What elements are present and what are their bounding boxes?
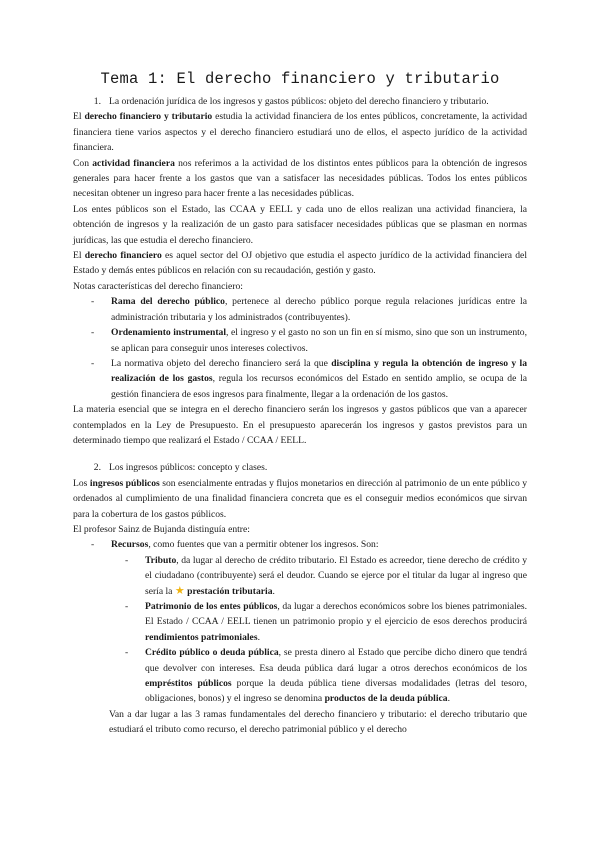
bold-term: derecho financiero y tributario (84, 111, 213, 123)
bold-term: actividad financiera (92, 157, 175, 169)
section-2-heading (73, 460, 527, 475)
section-2-heading-text: Los ingresos públicos: concepto y clases. (109, 462, 268, 474)
dash-marker: - (91, 327, 95, 339)
paragraph: La materia esencial que se integra en el derecho financiero serán los ingresos y gastos públicos que van a aparecer contemplados en la Ley de Presupuesto. En el presupuesto aparecerán los ingresos y gastos previstos para un determinado tiempo que realizará el Estado / CCAA / EELL. (73, 404, 527, 446)
paragraph: Con actividad financiera nos referimos a la actividad de los distintos entes públicos para la obtención de ingresos generales para hacer frente a los gastos que van a satisfacer las necesidades públicas. Todos los entes públicos necesitan obtener un ingreso para hacer frente a las necesidades públicas. (73, 157, 527, 200)
section-1-heading (73, 94, 527, 109)
bold-term: prestación tributaria (187, 585, 273, 597)
bold-term: disciplina y regula la obtención de ingreso y la realización de los gastos (111, 357, 528, 385)
paragraph: Van a dar lugar a las 3 ramas fundamentales del derecho financiero y tributario: el derecho tributario que estudiará el tributo como recurso, el derecho patrimonial público y el derecho (109, 708, 527, 736)
list-item: - Recursos, como fuentes que van a permitir obtener los ingresos. Son: (91, 537, 527, 552)
sub-list-item: - Patrimonio de los entes públicos, da lugar a derechos económicos sobre los bienes patrimoniales. El Estado / CCAA / EELL tienen un patrimonio propio y el ejercicio de esos derechos producirá rendimientos patrimoniales. (125, 599, 527, 645)
bold-term: Crédito público o deuda pública (145, 647, 279, 659)
bold-term: rendimientos patrimoniales (145, 631, 258, 643)
bold-term: Rama del derecho público (111, 296, 225, 308)
bold-term: derecho financiero (84, 250, 162, 262)
star-icon: ★ (174, 584, 185, 597)
bold-term: Patrimonio de los entes públicos (145, 601, 278, 612)
dash-marker: - (125, 647, 129, 659)
section-2-number: 2. (93, 462, 101, 474)
bold-term: empréstitos públicos (145, 678, 232, 690)
dash-marker: - (125, 601, 129, 612)
bold-term: productos de la deuda pública (324, 693, 448, 705)
dash-marker: - (91, 539, 95, 551)
paragraph: Notas características del derecho financiero: (73, 280, 243, 292)
bold-term: Tributo (145, 554, 177, 566)
paragraph: El derecho financiero y tributario estudia la actividad financiera de los entes públicos, concretamente, la actividad financiera tiene varios aspectos y el derecho financiero estudiará uno de ellos, el aspecto jurídico de la actividad financiera. (73, 111, 527, 154)
bold-term: Recursos (111, 539, 149, 551)
section-1-number: 1. (93, 96, 101, 107)
document-title: Tema 1: El derecho financiero y tributario (100, 70, 500, 88)
dash-marker: - (91, 357, 95, 369)
paragraph: El derecho financiero es aquel sector del OJ objetivo que estudia el aspecto jurídico de la actividad financiera del Estado y demás entes públicos en relación con su recaudación, gestión y gasto. (73, 250, 527, 277)
dash-marker: - (125, 554, 129, 566)
list-item: - Rama del derecho público, pertenece al derecho público porque regula relaciones jurídicas entre la administración tributaria y los administrados (contribuyentes). (91, 294, 527, 325)
section-1-heading-text: La ordenación jurídica de los ingresos y gastos públicos: objeto del derecho financiero y tributario. (109, 96, 489, 107)
list-item: - La normativa objeto del derecho financiero será la que disciplina y regula la obtención de ingreso y la realización de los gastos, regula los recursos económicos del Estado en sentido amplio, se ocupa de la gestión financiera de esos ingresos para finalmente, llegar a la ordenación de los gastos. (91, 356, 527, 402)
paragraph: Los ingresos públicos son esencialmente entradas y flujos monetarios en dirección al patrimonio de un ente público y ordenados al cumplimiento de una finalidad financiera concreta que es el conseguir medios económicos que sirvan para la cobertura de los gastos públicos. (73, 477, 528, 520)
dash-marker: - (91, 296, 95, 308)
sub-list-item: - Crédito público o deuda pública, se presta dinero al Estado que percibe dicho dinero que tendrá que devolver con intereses. Esa deuda pública dará lugar a otros derechos económicos de los empréstitos públicos porque la deuda pública tiene diversas modalidades (letras del tesoro, obligaciones, bonos) y el ingreso se denomina productos de la deuda pública. (125, 645, 527, 707)
bold-term: ingresos públicos (89, 477, 160, 489)
bold-term: Ordenamiento instrumental (111, 327, 227, 339)
sub-list-item: - Tributo, da lugar al derecho de crédito tributario. El Estado es acreedor, tiene derecho de crédito y el ciudadano (contribuyente) será el deudor. Cuando se ejerce por el titular da lugar al ingreso que sería la ★ prestación tributaria. (125, 553, 527, 599)
list-item: - Ordenamiento instrumental, el ingreso y el gasto no son un fin en sí mismo, sino que son un instrumento, se aplican para conseguir unos intereses colectivos. (91, 325, 527, 356)
paragraph: El profesor Sainz de Bujanda distinguía entre: (73, 523, 250, 535)
paragraph: Los entes públicos son el Estado, las CCAA y EELL y cada uno de ellos realizan una actividad financiera, la obtención de ingresos y la realización de un gasto para satisfacer necesidades públicas que se plasman en normas jurídicas, las que estudia el derecho financiero. (73, 203, 527, 246)
